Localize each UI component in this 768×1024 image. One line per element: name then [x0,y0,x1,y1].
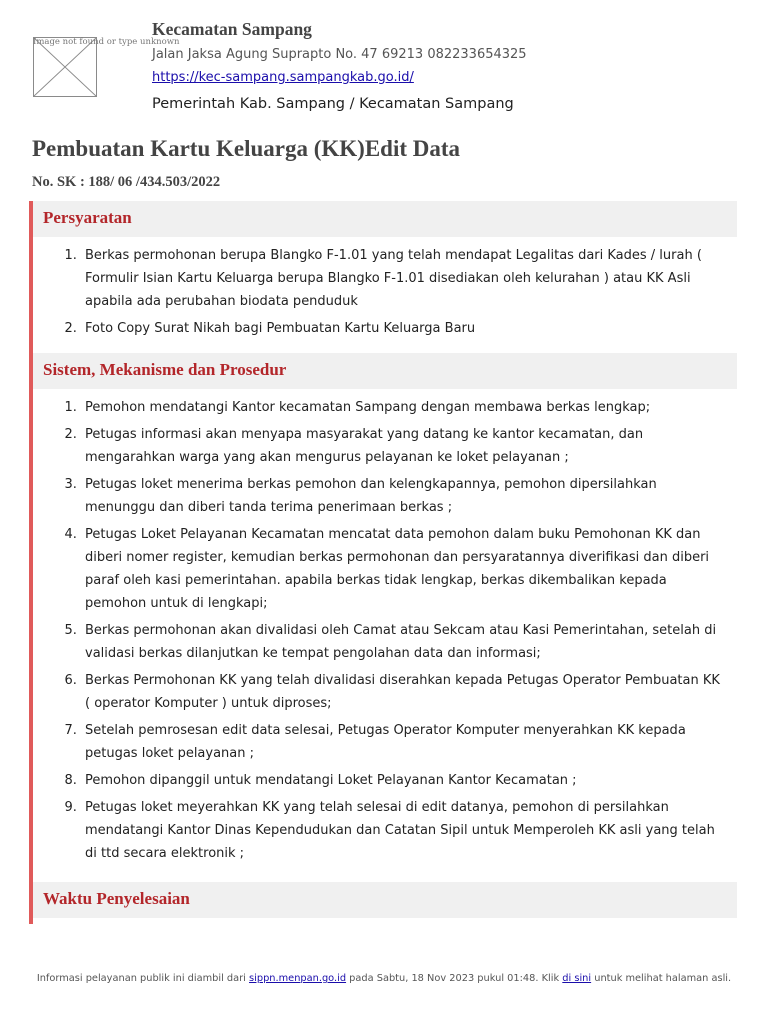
breadcrumb: Pemerintah Kab. Sampang / Kecamatan Sampang [152,96,514,112]
page-title: Pembuatan Kartu Keluarga (KK)Edit Data [32,136,461,161]
list-item: 2. Petugas informasi akan menyapa masyarakat yang datang ke kantor kecamatan, dan mengarahkan warga yang akan mengurus pelayanan ke loket pelayanan ; [81,423,723,469]
list-item: 4. Petugas Loket Pelayanan Kecamatan mencatat data pemohon dalam buku Pemohonan KK dan diberi nomer register, kemudian berkas permohonan dan persyaratannya diverifikasi dan diberi paraf oleh kasi pemerintahan. apabila berkas tidak lengkap, berkas dikembalikan kepada pemohon untuk di lengkapi; [81,523,723,615]
list-item: 1. Berkas permohonan berupa Blangko F-1.01 yang telah mendapat Legalitas dari Kades / lurah ( Formulir Isian Kartu Keluarga berupa Blangko F-1.01 disediakan oleh kelurahan ) atau KK Asli apabila ada perubahan biodata penduduk [81,244,723,313]
list-item: 3. Petugas loket menerima berkas pemohon dan kelengkapannya, pemohon dipersilahkan menunggu dan diberi tanda terima penerimaan berkas ; [81,473,723,519]
list-item: 6. Berkas Permohonan KK yang telah divalidasi diserahkan kepada Petugas Operator Pembuatan KK ( operator Komputer ) untuk diproses; [81,669,723,715]
list-item: 5. Berkas permohonan akan divalidasi oleh Camat atau Sekcam atau Kasi Pemerintahan, setelah di validasi berkas dilanjutkan ke tempat pengolahan data dan informasi; [81,619,723,665]
logo-alt-text: Image not found or type unknown [33,37,180,47]
list-item: 8. Pemohon dipanggil untuk mendatangi Loket Pelayanan Kantor Kecamatan ; [81,769,723,792]
office-name: Kecamatan Sampang [152,19,312,39]
section-heading-completion-time: Waktu Penyelesaian [33,882,737,918]
original-page-link[interactable]: di sini [562,973,592,984]
requirements-list [33,237,737,353]
procedure-list [33,389,737,882]
section-heading-requirements: Persyaratan [33,201,737,237]
office-address: Jalan Jaksa Agung Suprapto No. 47 69213 082233654325 [152,47,527,62]
office-website-link[interactable]: https://kec-sampang.sampangkab.go.id/ [152,70,414,85]
footer [0,973,768,984]
footer-text-after: untuk melihat halaman asli. [594,973,732,984]
footer-text-before: Informasi pelayanan publik ini diambil dari [36,973,246,984]
section-heading-procedure: Sistem, Mekanisme dan Prosedur [33,353,737,389]
list-item: 2. Foto Copy Surat Nikah bagi Pembuatan Kartu Keluarga Baru [81,317,723,340]
list-item: 7. Setelah pemrosesan edit data selesai, Petugas Operator Komputer menyerahkan KK kepada petugas loket pelayanan ; [81,719,723,765]
service-content [29,201,737,924]
sk-number: No. SK : 188/ 06 /434.503/2022 [32,174,221,190]
footer-text-middle: pada Sabtu, 18 Nov 2023 pukul 01:48. Klik [349,973,560,984]
list-item: 1. Pemohon mendatangi Kantor kecamatan Sampang dengan membawa berkas lengkap; [81,396,723,419]
source-link[interactable]: sippn.menpan.go.id [249,973,347,984]
list-item: 9. Petugas loket meyerahkan KK yang telah selesai di edit datanya, pemohon di persilahkan mendatangi Kantor Dinas Kependudukan dan Catatan Sipil untuk Memperoleh KK asli yang telah di ttd secara elektronik ; [81,796,723,865]
